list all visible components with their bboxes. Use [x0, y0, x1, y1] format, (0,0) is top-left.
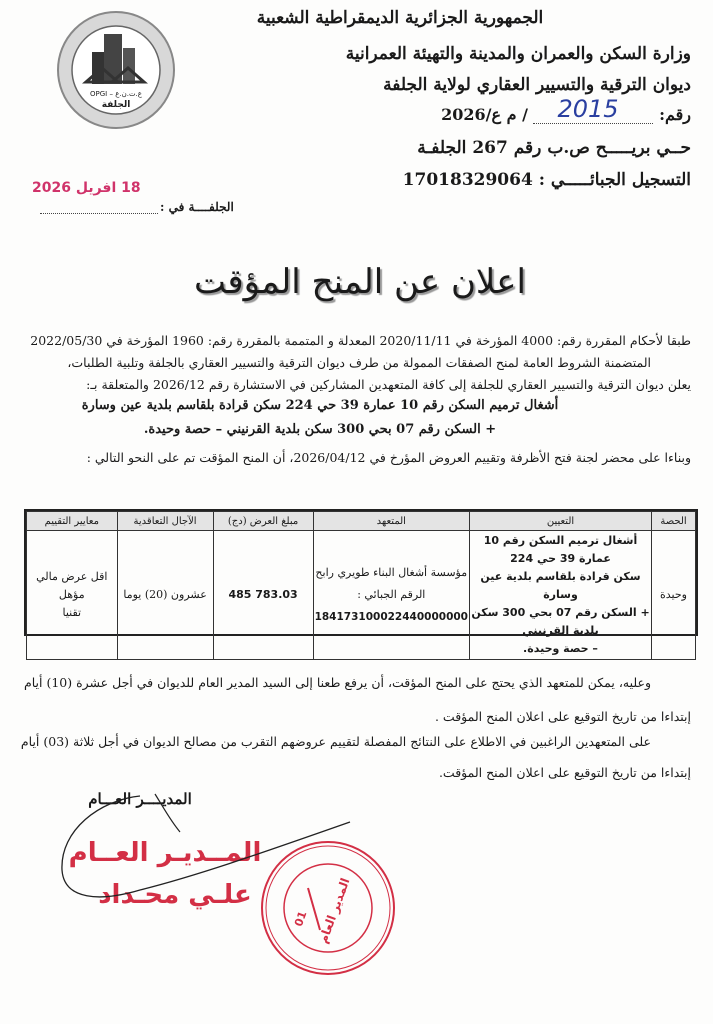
- award-table: [24, 509, 698, 655]
- republic-heading: الجمهورية الجزائرية الديمقراطية الشعبية: [256, 8, 544, 28]
- cell-bidder: [313, 531, 469, 660]
- table-header-row: [27, 512, 696, 531]
- date-line: [30, 180, 234, 220]
- designation-line: سكن قرادة بلقاسم بلدية عين وسارة: [480, 570, 641, 601]
- announcement-paragraph: يعلن ديوان الترقية والتسيير العقاري للجلفة إلى كافة المتعهدين المشاركين في الاستشارة رقم 2026/12 والمتعلقة بـ:: [86, 377, 691, 392]
- reference-dotted-field: [533, 95, 653, 124]
- office-address: حــي بريـــــح ص.ب رقم 267 الجلفـة: [417, 138, 691, 158]
- reference-label: رقم:: [659, 105, 691, 124]
- header-criteria: معايير التقييم: [27, 512, 118, 531]
- designation-line: أشغال ترميم السكن رقم 10 عمارة 39 حي 224: [483, 534, 638, 565]
- reference-suffix: / م ع/2026: [441, 105, 528, 124]
- tax-registration: [403, 170, 691, 190]
- header-bidder: المتعهد: [313, 512, 469, 531]
- stamp-name: علـي محـداد: [98, 880, 252, 910]
- bidder-name: مؤسسة أشغال البناء طويري رابح: [315, 566, 468, 579]
- svg-text:المدير العام: المدير العام: [315, 876, 353, 946]
- tax-number: 17018329064: [402, 170, 533, 190]
- criteria-line: اقل عرض مالي مؤهل: [36, 570, 108, 601]
- date-label: الجلفــــة في :: [160, 200, 234, 214]
- cell-designation: [470, 531, 652, 660]
- project-title-line1: أشغال ترميم السكن رقم 10 عمارة 39 حي 224 سكن قرادة بلقاسم بلدية عين وسارة: [81, 398, 559, 413]
- stamp-title: المــديـر العــام: [68, 838, 262, 868]
- cell-amount: 485 783.03: [213, 531, 313, 660]
- office-name: ديوان الترقية والتسيير العقاري لولاية الجلفة: [383, 75, 691, 95]
- date-stamp: 18 افريل 2026: [32, 180, 141, 196]
- designation-line: – حصة وحيدة.: [523, 642, 598, 655]
- results-paragraph: على المتعهدين الراغبين في الاطلاع على النتائج المفصلة لتقييم عروضهم التقرب من مصالح الديوان في أجل ثلاثة (03) أيام: [20, 734, 651, 749]
- project-title-line2: + السكن رقم 07 بحي 300 سكن بلدية القرنيني – حصة وحيدة.: [143, 422, 497, 437]
- header-lot: الحصة: [652, 512, 696, 531]
- committee-paragraph: وبناءا على محضر لجنة فتح الأظرفة وتقييم العروض المؤرخ في 2026/04/12، أن المنح المؤقت تم على النحو التالي :: [86, 450, 691, 465]
- bidder-tax-label: الرقم الجبائي :: [357, 588, 426, 601]
- opgi-logo-icon: [56, 10, 176, 130]
- page-title: اعلان عن المنح المؤقت: [194, 262, 526, 302]
- svg-text:الجلفة: الجلفة: [101, 100, 131, 110]
- cell-duration: عشرون (20) يوما: [117, 531, 213, 660]
- bidder-tax-id: 184173100022440000000: [314, 611, 468, 623]
- reference-handwritten: 2015: [557, 95, 619, 123]
- results-paragraph-continued: إبتداءا من تاريخ التوقيع على اعلان المنح المؤقت.: [438, 765, 691, 780]
- official-seal-icon: [258, 838, 398, 978]
- cell-lot: وحيدة: [652, 531, 696, 660]
- svg-text:01: 01: [291, 909, 310, 929]
- header-designation: التعيين: [470, 512, 652, 531]
- signatory-title: المديــــر العـــام: [88, 790, 192, 808]
- cell-criteria: [27, 531, 118, 660]
- appeal-paragraph-continued: إبتداءا من تاريخ التوقيع على اعلان المنح المؤقت .: [434, 709, 691, 724]
- legal-basis-paragraph: طبقا لأحكام المقررة رقم: 4000 المؤرخة في 2020/11/11 المعدلة و المتممة بالمقررة رقم: 1960 المؤرخة في 2022/05/30: [30, 333, 691, 348]
- legal-basis-continued: المتضمنة الشروط العامة لمنح الصفقات الممولة من طرف ديوان الترقية والتسيير العقاري بالجلفة وتلبية الطلبات،: [67, 355, 651, 370]
- appeal-paragraph: وعليه، يمكن للمتعهد الذي يحتج على المنح المؤقت، أن يرفع طعنا إلى السيد المدير العام للديوان في أجل عشرة (10) أيام: [23, 675, 651, 690]
- header-duration: الآجال التعاقدية: [117, 512, 213, 531]
- tax-label: التسجيل الجبائـــــي :: [538, 170, 691, 190]
- header-amount: مبلغ العرض (دج): [213, 512, 313, 531]
- designation-line: + السكن رقم 07 بحي 300 سكن بلدية القرنيني: [471, 606, 650, 637]
- table-row: [27, 531, 696, 660]
- date-dotted-field: [40, 213, 158, 214]
- criteria-line: تقنيا: [62, 606, 82, 619]
- svg-text:OPGI – ع.ت.ن.ع: OPGI – ع.ت.ن.ع: [90, 90, 142, 98]
- ministry-name: وزارة السكن والعمران والمدينة والتهيئة العمرانية: [345, 44, 691, 64]
- reference-number: [441, 95, 691, 124]
